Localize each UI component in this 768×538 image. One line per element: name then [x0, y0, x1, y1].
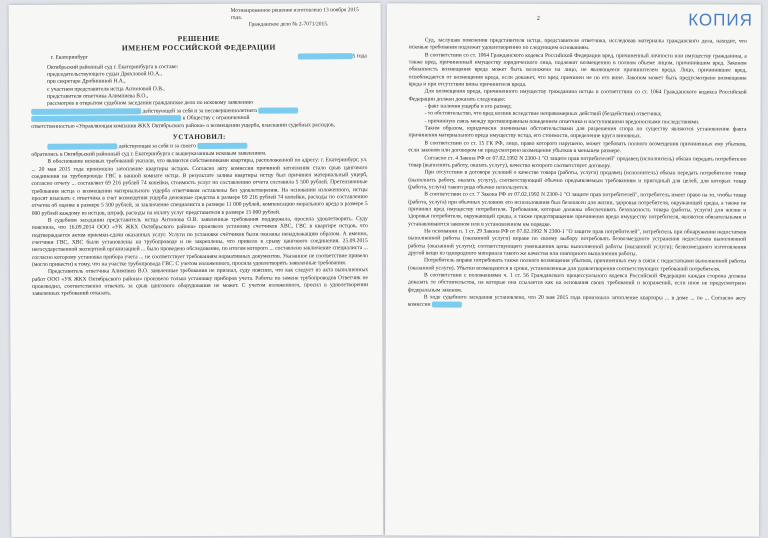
claim-line: действующая за себя и за своего [31, 142, 367, 151]
redaction [259, 107, 299, 113]
decision-subtitle: ИМЕНЕМ РОССИЙСКОЙ ФЕДЕРАЦИИ [121, 42, 276, 53]
stamp-line-1: Мотивированное решение изготовлено 13 ноября 2015 года. [230, 7, 359, 21]
defendant-line: к Обществу с ограниченной [31, 114, 367, 123]
intro-line-3: при секретаре Дробининой Н.А., [46, 78, 126, 86]
paragraph: Для возмещения вреда, причиненного имуществу гражданина истцы в соответствии со ст. 1064 Гражданского кодекса Российской Федерации должен доказать следующее: [408, 88, 747, 103]
city: г. Екатеринбург [50, 54, 88, 61]
copy-stamp: КОПИЯ [688, 10, 753, 30]
paragraph: В соответствии со ст. 7 Закона РФ от 07.02.1992 N 2300-1 "О защите прав потребителей", потребитель имеет право на то, чтобы товар (работа, услуга) при обычных условиях его использования был безопасен для жизни, здоровья потребителя, окружающей среды, а также не причинял вред имуществу потребителя. Требования, которые должны обеспечивать безопасность товара (работы, услуги) для жизни и здоровья потребителя, окружающей среды, а также предотвращение причинения вреда имуществу потребителя, являются обязательными и устанавливаются законом или в установленном им порядке. [408, 191, 747, 228]
paragraph: В соответствии со ст. 15 ГК РФ, лицо, право которого нарушено, может требовать полного возмещения причиненных ему убытков, если законом или договором не предусмотрено возмещение убытков в меньшем размере. [408, 140, 747, 155]
plaintiff-rep-paragraph: В судебном заседании представитель истца Антонова О.В. заявленные требования поддержала, просила удовлетворить. Суду пояснила, что 16.09.2014 ООО «УК ЖКХ Октябрьского района» произвело установку счетчиков ХВС, ГВС в квартире истцов, что подтверждается актом приемки-сдачи оказанных услуг. Услуги по установке счётчиков были оказаны ненадлежащим образом. А именно, счетчики ГВС, ХВС были установлены на трубопроводе и не закреплены, что привело к срыву цангового соединения. 25.09.2015 негосударственной экспертной организацией ... было проведено обследование, по итогам которого ... составлено заключение специалиста ... согласно которому установка прибора учета ... не соответствует требованиям нормативных документов. Указанное не соответствие привело (могло привести) к тому, что на участке трубопровода ГВС. С учетом изложенного, просила удовлетворить заявленные требования. [31, 216, 368, 268]
redaction [197, 143, 247, 149]
paragraph: В соответствии со ст. 1064 Гражданского кодекса Российской Федерации вред, причиненный личности или имуществу гражданина, а также вред, причиненный имуществу юридического лица, подлежит возмещению в полном объеме лицом, причинившим вред. Законом обязанность возмещения вреда может быть возложена на лицо, не являющееся причинителем вреда. Лицо, причинившее вред, освобождается от возмещения вреда, если докажет, что вред причинен не по его вине. Законом может быть предусмотрено возмещение вреда и при отсутствии вины причинителя вреда. [408, 52, 747, 88]
paragraph: Согласно ст. 4 Закона РФ от 07.02.1992 N 2300-1 "О защите прав потребителей" продавец (исполнитель) обязан передать потребителю товар (выполнить работу, оказать услугу), качество которого соответствует договору. [408, 154, 747, 169]
redaction [298, 53, 353, 59]
redaction [432, 302, 462, 308]
redaction [31, 115, 181, 122]
stamp-line-2: Гражданское дело № 2-7071/2015. [248, 21, 329, 28]
redaction [47, 144, 117, 150]
plaintiff-line: действующей за себя и за несовершеннолетнего [31, 107, 367, 116]
date: 5 года [298, 53, 367, 61]
paragraph: В соответствии с положениями ч. 1 ст. 56 Гражданского процессуального кодекса Российской Федерации каждая сторона должна доказать те обстоятельства, на которые она ссылается как на основания своих требований и возражений, если иное не предусмотрено федеральным законом. [407, 272, 746, 294]
paragraph: Суд, заслушав пояснения представителя истца, представителя ответчика, исследовав материалы гражданского дела, находит, что исковые требования подлежат удовлетворению по следующим основаниям. [408, 37, 747, 52]
page-2 [385, 3, 761, 536]
intro-line-5: представителя ответчика Алимпиева В.О., [47, 93, 149, 100]
decision-title: РЕШЕНИЕ [177, 33, 220, 44]
defendant-rep-paragraph: Представитель ответчика Алимпиев В.О. заявленные требования не признал, суду пояснил, что как следует из акта выполненных работ ООО «УК ЖКХ Октябрьского района» произвело только установку приборов учета. Работы по замене трубопроводов Ответчик не производил, соответственно отвечать за срыв цангового оборудования не может. С учетом изложенного, просил в удовлетворении заявленных требований отказать. [32, 267, 369, 298]
list-item: - то обстоятельство, что вред возник вследствие неправомерных действий (бездействия) ответчика; [424, 110, 662, 118]
grounds-paragraph: В обоснование исковых требований указали, что являются собственниками квартиры, расположенной по адресу: г. Екатеринбург, ул. ... 20 мая 2015 года произошло затопление квартиры истцов. Согласно акту комиссии причиной затопления стало срыв цангового соединения на трубопроводе ГВС в ванной комнате истца. В результате залива квартиры истцу был причинен материальный ущерб, согласно отчету ... составляет 69 216 рублей 74 копейки, стоимость услуг по составлению отчета составила 5 500 рублей. Претензионные требования истца о возмещении материального ущерба ответчиком оставлены без удовлетворения. На основании изложенного, истцы просят взыскать с ответчика в счет возмещения ущерба денежные средства в размере 69 216 рублей 74 копейки, расходы по составлению отчетов об оценке в размере 5 500 рублей, за заключение специалиста в размере 11 000 рублей, компенсацию морального вреда в размере 5 000 рублей каждому из истцов, штраф, расходы на оплату услуг представителя в размере 15 000 рублей. [31, 157, 368, 217]
page-number: 2 [536, 15, 540, 22]
list-item: - факт наличия ущерба и его размер; [424, 103, 512, 110]
intro-line-4: с участием представителя истца Антоновой О.В., [47, 85, 165, 93]
paragraph: При отсутствии в договоре условий о качестве товара (работы, услуги) продавец (исполнитель) обязан передать потребителю товар (выполнить работу, оказать услугу), соответствующий обычно предъявляемым требованиям и пригодный для целей, для которых товар (работа, услуга) такого рода обычно используется. [408, 169, 747, 191]
paragraph: В ходе судебного заседания установлено, что 20 мая 2015 года произошло затопление квартиры ... в доме ... по ... Согласно акту комиссии [407, 294, 746, 309]
claim-paragraph: обратились в Октябрьский районный суд г. Екатеринбурга с вышеуказанным исковым заявлением. [31, 150, 267, 158]
paragraph: Потребитель вправе потребовать также полного возмещения убытков, причиненных ему в связи с недостатками выполненной работы (оказанной услуги). Убытки возмещаются в сроки, установленные для удовлетворения соответствующих требований потребителя. [407, 257, 747, 273]
redaction [31, 108, 141, 115]
page-1 [9, 3, 384, 537]
intro-line-1: Октябрьский районный суд г. Екатеринбурга в составе: [46, 63, 179, 71]
paragraph: На основании п. 1 ст. 29 Закона РФ от 07.02.1992 N 2300-1 "О защите прав потребителей", потребитель при обнаружении недостатков выполненной работы (оказанной услуги) вправе по своему выбору потребовать безвозмездного устранения недостатков выполненной работы (оказанной услуги); соответствующего уменьшения цены выполненной работы (оказанной услуги); безвозмездного изготовления другой вещи из однородного материала такого же качества или повторного выполнения работы. [408, 228, 747, 258]
section-established: УСТАНОВИЛ: [172, 133, 226, 142]
company-line: ответственностью «Управляющая компания ЖКХ Октябрьского района» о возмещении ущерба, взыскании судебных расходов, [31, 122, 335, 130]
considered-line: рассмотрев в открытом судебном заседании гражданское дело по исковому заявлению [47, 100, 253, 108]
decision-stamp [231, 7, 371, 29]
paragraph: Таким образом, юридически значимыми обстоятельствами для разрешения спора по существу являются установление факта причинения материального вреда имуществу истца, его стоимости, определение круга виновных. [408, 125, 747, 140]
intro-line-2: председательствующего судьи Дряхловой Ю.А., [46, 71, 162, 78]
list-item: - причинную связь между противоправным поведением ответчика и наступившими вредоносными последствиями. [424, 118, 700, 126]
